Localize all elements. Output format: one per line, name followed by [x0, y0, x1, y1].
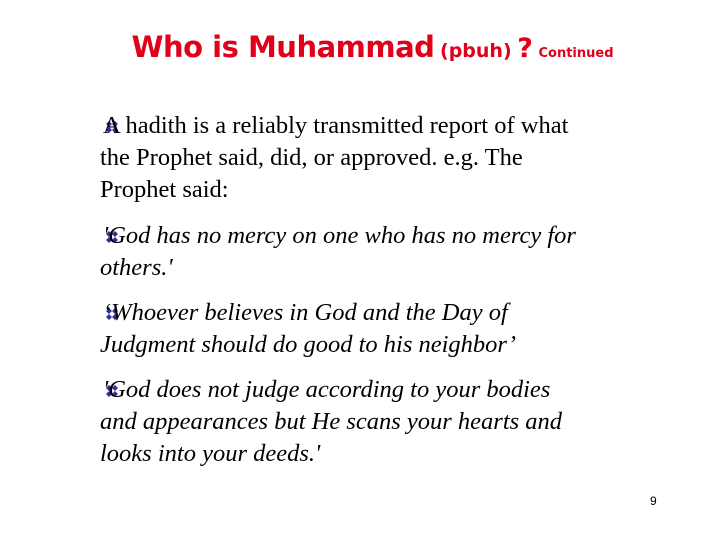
bullet-line: the Prophet said, did, or approved. e.g. The [100, 144, 523, 171]
bullet-line: others.' [100, 254, 173, 281]
bullet-line: 'God does not judge according to your bodies [103, 376, 551, 403]
bullet-text [100, 220, 660, 284]
bullet-text [100, 110, 660, 206]
bullet-line: A hadith is a reliably transmitted report of what [103, 112, 569, 139]
title-question-mark: ? [517, 33, 533, 64]
page-number: 9 [650, 494, 657, 508]
bullet-text [100, 374, 660, 470]
bullet-line: ‘Whoever believes in God and the Day of [103, 299, 508, 326]
bullet-line: Judgment should do good to his neighbor’ [100, 331, 517, 358]
bullet-line: 'God has no mercy on one who has no mercy for [103, 222, 576, 249]
bullet-line: looks into your deeds.' [100, 440, 321, 467]
bullet-line: Prophet said: [100, 176, 229, 203]
bullet-line: and appearances but He scans your hearts and [100, 408, 563, 435]
title-main: Who is Muhammad [131, 30, 435, 64]
title-continued: Continued [538, 46, 614, 61]
bullet-text [100, 297, 660, 361]
title-pbuh: (pbuh) [440, 40, 512, 62]
